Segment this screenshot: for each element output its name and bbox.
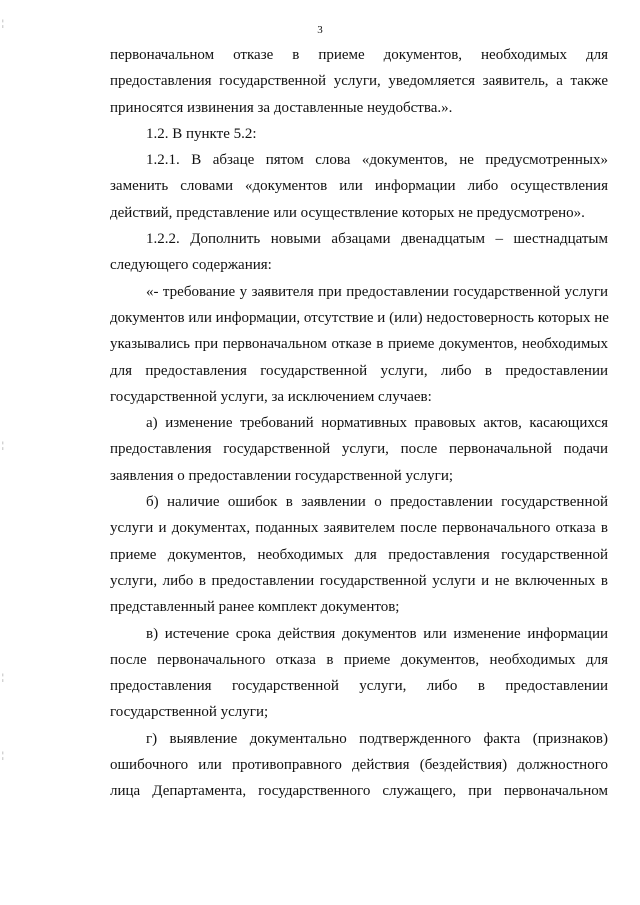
text-line: предоставления государственной услуги, уведомляется заявитель, а также	[110, 73, 608, 90]
text-line: услуги и документах, поданных заявителем после первоначального отказа в	[110, 520, 608, 537]
document-body	[110, 42, 608, 805]
text-line: приносятся извинения за доставленные неудобства.».	[110, 99, 453, 116]
scan-mark: ¦	[2, 750, 4, 760]
text-line: «- требование у заявителя при предоставлении государственной услуги	[146, 283, 608, 300]
scan-mark: ¦	[2, 18, 4, 28]
text-line: приеме документов, необходимых для предоставления государственной	[110, 546, 608, 563]
text-line: представленный ранее комплект документов;	[110, 599, 400, 616]
text-line: после первоначального отказа в приеме документов, необходимых для	[110, 651, 608, 668]
text-line: государственной услуги, за исключением случаев:	[110, 388, 432, 405]
text-line: а) изменение требований нормативных правовых актов, касающихся	[146, 415, 608, 432]
text-line: г) выявление документально подтвержденного факта (признаков)	[146, 730, 608, 747]
text-line: ошибочного или противоправного действия (бездействия) должностного	[110, 757, 608, 774]
text-line: предоставления государственной услуги, после первоначальной подачи	[110, 441, 608, 458]
text-line: в) истечение срока действия документов или изменение информации	[146, 625, 608, 642]
text-line: 1.2. В пункте 5.2:	[146, 125, 257, 142]
text-line: действий, представление или осуществление которых не предусмотрено».	[110, 204, 585, 221]
text-line: указывались при первоначальном отказе в приеме документов, необходимых	[110, 336, 608, 353]
scan-mark: ¦	[2, 440, 4, 450]
scan-mark: ¦	[2, 672, 4, 682]
text-line: первоначальном отказе в приеме документов, необходимых для	[110, 47, 608, 63]
text-line: услуги, либо в предоставлении государственной услуги и не включенных в	[110, 572, 608, 589]
text-line: документов или информации, отсутствие и (или) недостоверность которых не	[110, 309, 609, 326]
text-line: 1.2.2. Дополнить новыми абзацами двенадцатым – шестнадцатым	[146, 231, 608, 248]
page-number: 3	[317, 24, 323, 36]
text-line: для предоставления государственной услуги, либо в предоставлении	[110, 362, 608, 379]
text-line: б) наличие ошибок в заявлении о предоставлении государственной	[146, 494, 608, 511]
text-line: лица Департамента, государственного служащего, при первоначальном	[110, 783, 608, 800]
text-line: предоставления государственной услуги, либо в предоставлении	[110, 678, 608, 695]
text-line: заменить словами «документов или информации либо осуществления	[110, 178, 608, 195]
text-line: 1.2.1. В абзаце пятом слова «документов, не предусмотренных»	[146, 152, 608, 169]
text-line: следующего содержания:	[110, 257, 272, 274]
text-line: заявления о предоставлении государственной услуги;	[110, 467, 454, 484]
text-line: государственной услуги;	[110, 704, 269, 721]
